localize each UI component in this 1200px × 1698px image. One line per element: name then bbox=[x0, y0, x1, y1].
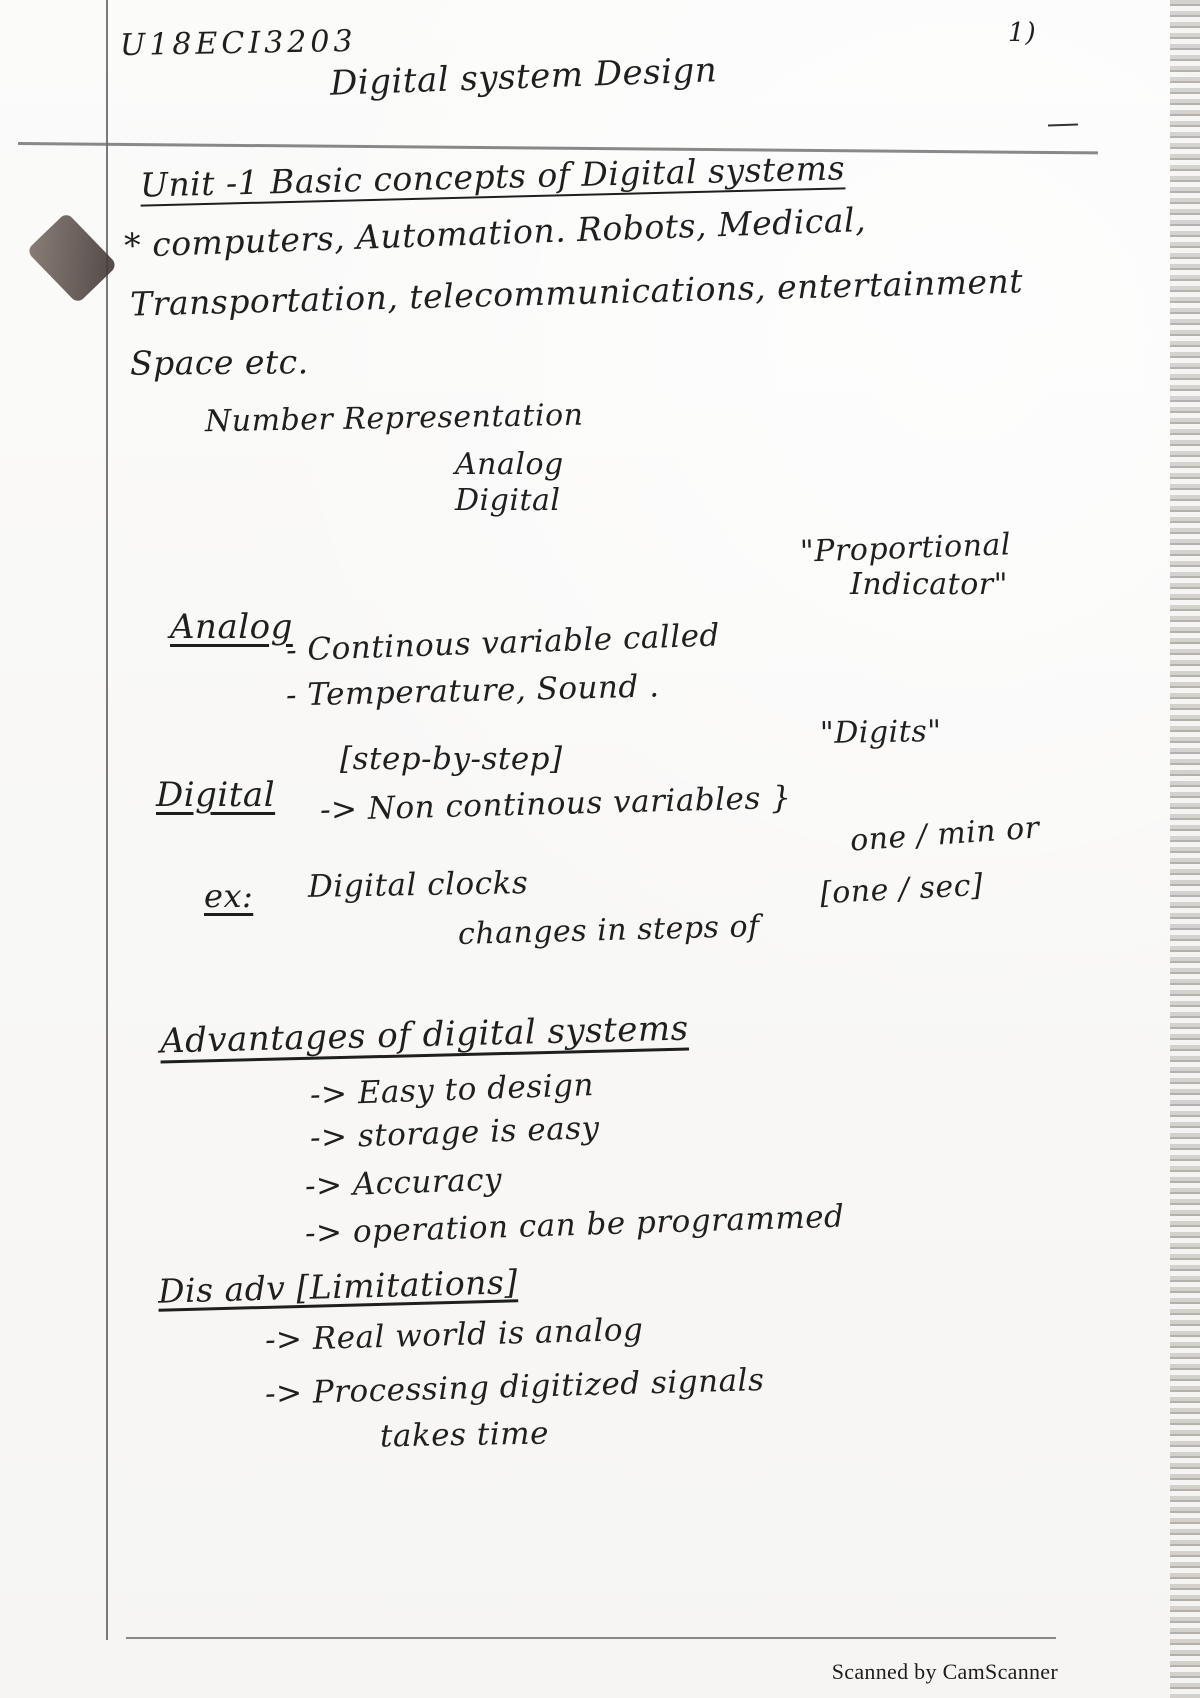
page-number-mark: 1) bbox=[1008, 18, 1037, 48]
limitation-item-3: takes time bbox=[379, 1415, 550, 1455]
example-label: ex: bbox=[204, 877, 254, 915]
limitation-item-1: -> Real world is analog bbox=[264, 1311, 644, 1359]
intro-line-1: * computers, Automation. Robots, Medical, bbox=[123, 200, 867, 265]
scanner-watermark: Scanned by CamScanner bbox=[831, 1659, 1058, 1684]
advantage-item-2: -> storage is easy bbox=[309, 1109, 601, 1157]
number-representation-analog: Analog bbox=[455, 447, 564, 482]
digital-description: -> Non continous variables } bbox=[319, 779, 792, 829]
advantage-item-4: -> operation can be programmed bbox=[304, 1198, 845, 1252]
unit-heading: Unit -1 Basic concepts of Digital systems bbox=[139, 148, 846, 205]
digital-digits-note: "Digits" bbox=[819, 713, 942, 752]
top-right-mark bbox=[1048, 123, 1078, 126]
analog-note-line-2: Indicator" bbox=[850, 567, 1008, 602]
example-note-2: [one / sec] bbox=[819, 867, 984, 912]
left-margin-line bbox=[106, 0, 108, 1640]
analog-example: - Temperature, Sound . bbox=[285, 668, 660, 714]
bottom-rule bbox=[126, 1637, 1056, 1639]
limitation-item-2: -> Processing digitized signals bbox=[264, 1362, 765, 1412]
digital-heading: Digital bbox=[156, 775, 276, 815]
digital-step-note: [step-by-step] bbox=[340, 741, 563, 777]
number-representation-heading: Number Representation bbox=[204, 397, 584, 440]
advantage-item-1: -> Easy to design bbox=[309, 1067, 595, 1113]
analog-heading: Analog bbox=[170, 607, 293, 647]
advantages-heading: Advantages of digital systems bbox=[159, 1008, 690, 1062]
intro-line-3: Space etc. bbox=[129, 342, 309, 383]
advantage-item-3: -> Accuracy bbox=[304, 1161, 503, 1205]
analog-note-line-1: "Proportional bbox=[799, 527, 1012, 570]
limitations-heading: Dis adv [Limitations] bbox=[157, 1262, 519, 1311]
spiral-binding-edge bbox=[1170, 0, 1200, 1698]
pen-mark-icon bbox=[26, 212, 118, 304]
intro-line-2: Transportation, telecommunications, entertainment bbox=[129, 261, 1024, 324]
header-rule bbox=[18, 142, 1098, 154]
example-note-1: one / min or bbox=[848, 810, 1041, 859]
course-code: U18ECI3203 bbox=[119, 23, 357, 64]
analog-description: - Continous variable called bbox=[285, 617, 721, 669]
example-line-2: changes in steps of bbox=[457, 909, 761, 952]
number-representation-digital: Digital bbox=[455, 483, 561, 518]
course-title: Digital system Design bbox=[329, 50, 718, 104]
example-line-1: Digital clocks bbox=[307, 865, 529, 905]
